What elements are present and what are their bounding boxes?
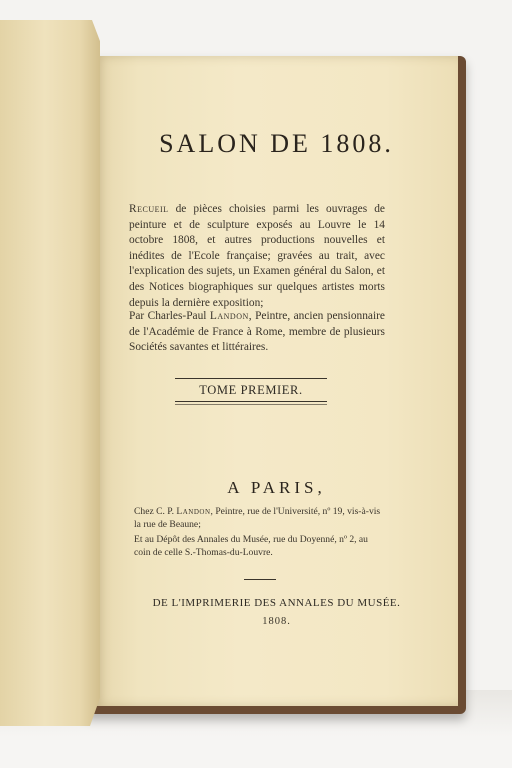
author-prefix: Par Charles-Paul: [129, 310, 207, 322]
address-line-1: [134, 505, 384, 531]
author-description: , Peintre, ancien pensionnaire de l'Académie de France à Rome, membre de plusieurs Sociétés savantes et littéraires.: [129, 310, 385, 354]
imprint-rule: [244, 579, 276, 580]
author-name: Landon: [209, 310, 249, 322]
volume-rule-bottom-thin: [175, 404, 327, 405]
left-page: [0, 20, 100, 726]
description-text: de pièces choisies parmi les ouvrages de peinture et de sculpture exposés au Louvre le 14 octobre 1808, et autres productions nouvelles et inédites de l'Ecole française; gravées au trait, avec l'explication des sujets, un Examen général du Salon, et des Notices biographiques sur quelques artistes morts depuis la dernière exposition;: [129, 203, 385, 309]
volume-rule-top: [175, 378, 327, 379]
address-line-2: Et au Dépôt des Annales du Musée, rue du Doyenné, nº 2, au coin de celle S.-Thomas-du-Louvre.: [134, 534, 368, 558]
address-name: Landon: [176, 506, 211, 517]
description-paragraph: [129, 202, 385, 311]
printer-imprint: DE L'IMPRIMERIE DES ANNALES DU MUSÉE.: [152, 597, 401, 609]
address-prefix: Chez C. P.: [134, 506, 174, 517]
volume-label: TOME PREMIER.: [199, 383, 303, 397]
address-suffix: , Peintre, rue de l'Université, nº 19, vis-à-vis la rue de Beaune;: [134, 506, 381, 530]
volume-rule-bottom: [175, 401, 327, 402]
book-title: SALON DE 1808.: [159, 129, 394, 158]
description-lead: Recueil: [129, 203, 169, 215]
publication-year: 1808.: [262, 616, 291, 627]
place-of-publication: A PARIS,: [227, 478, 326, 497]
author-paragraph: [129, 309, 385, 356]
